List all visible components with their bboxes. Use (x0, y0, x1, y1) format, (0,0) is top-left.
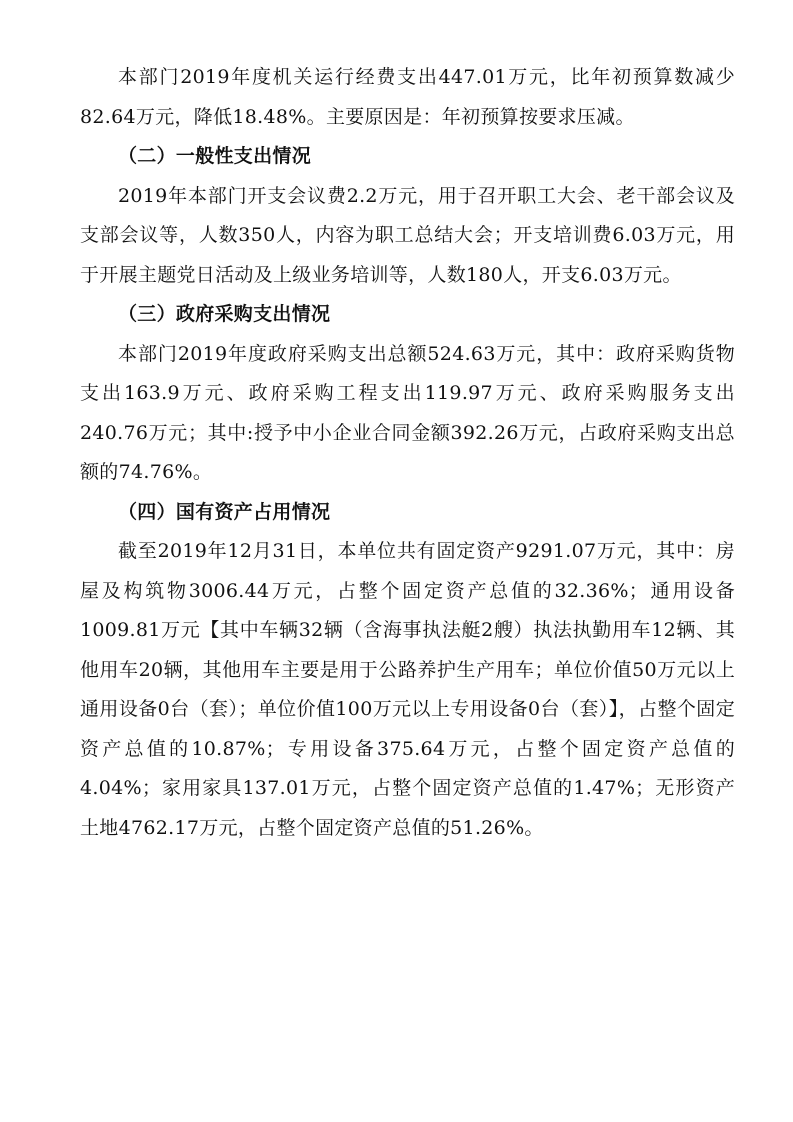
document-body (80, 58, 735, 848)
paragraph-general-expenditure: 2019年本部门开支会议费2.2万元，用于召开职工大会、老干部会议及支部会议等，人数350人，内容为职工总结大会；开支培训费6.03万元，用于开展主题党日活动及上级业务培训等，人数180人，开支6.03万元。 (80, 184, 735, 286)
paragraph-government-procurement: 本部门2019年度政府采购支出总额524.63万元，其中：政府采购货物支出163.9万元、政府采购工程支出119.97万元、政府采购服务支出240.76万元；其中:授予中小企业合同金额392.26万元，占政府采购支出总额的74.76%。 (80, 342, 735, 483)
paragraph-state-assets: 截至2019年12月31日，本单位共有固定资产9291.07万元，其中：房屋及构筑物3006.44万元，占整个固定资产总值的32.36%；通用设备1009.81万元【其中车辆32辆（含海事执法艇2艘）执法执勤用车12辆、其他用车20辆，其他用车主要是用于公路养护生产用车；单位价值50万元以上通用设备0台（套）；单位价值100万元以上专用设备0台（套）】，占整个固定资产总值的10.87%；专用设备375.64万元，占整个固定资产总值的4.04%；家用家具137.01万元，占整个固定资产总值的1.47%；无形资产土地4762.17万元，占整个固定资产总值的51.26%。 (80, 540, 735, 839)
section-heading-general-expenditure: （二）一般性支出情况 (118, 145, 312, 167)
paragraph-operating-expenses: 本部门2019年度机关运行经费支出447.01万元，比年初预算数减少82.64万元，降低18.48%。主要原因是：年初预算按要求压减。 (80, 66, 735, 128)
section-heading-state-assets: （四）国有资产占用情况 (118, 500, 331, 523)
section-heading-government-procurement: （三）政府采购支出情况 (118, 303, 331, 325)
